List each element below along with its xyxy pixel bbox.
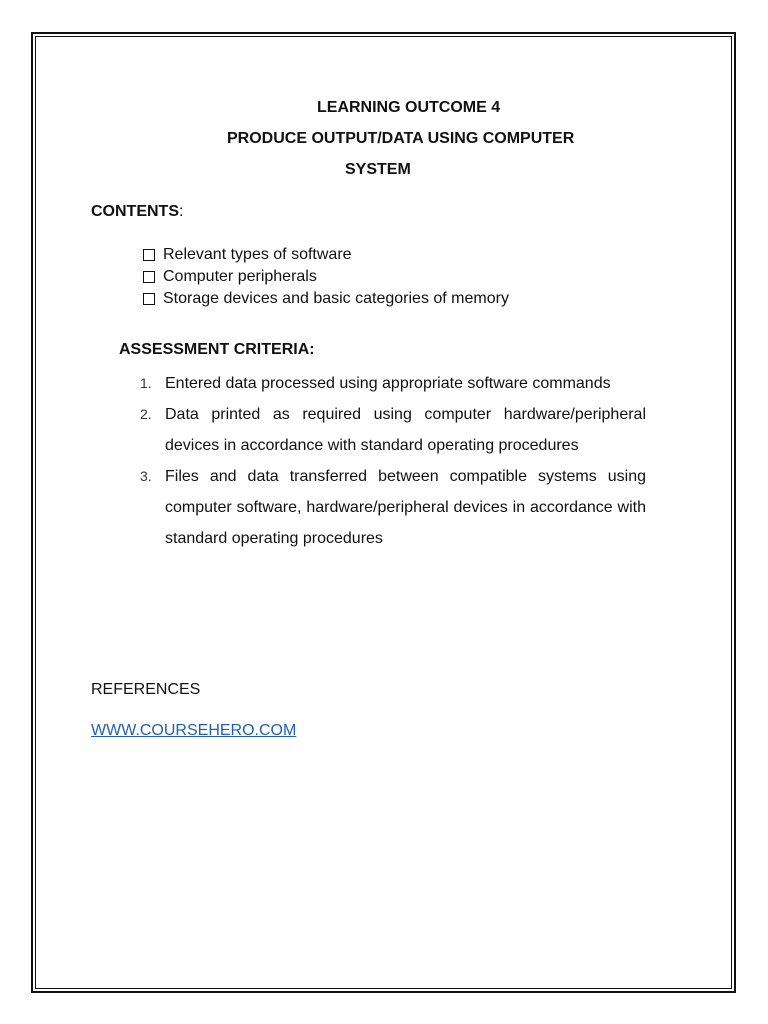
list-item-text: Storage devices and basic categories of memory bbox=[163, 290, 509, 307]
contents-heading-label: CONTENTS bbox=[91, 203, 179, 220]
contents-heading bbox=[91, 203, 183, 221]
criteria-text: Entered data processed using appropriate software commands bbox=[165, 375, 611, 392]
title-line-2: PRODUCE OUTPUT/DATA USING COMPUTER bbox=[227, 130, 575, 147]
criteria-item bbox=[140, 399, 646, 461]
list-item bbox=[143, 288, 509, 310]
assessment-list bbox=[140, 368, 646, 554]
contents-list bbox=[143, 244, 509, 310]
checkbox-bullet-icon bbox=[143, 271, 155, 283]
criteria-item bbox=[140, 368, 646, 399]
criteria-text: Files and data transferred between compatible systems using computer software, hardware/peripheral devices in accordance with standard operating procedures bbox=[165, 468, 646, 547]
contents-heading-colon: : bbox=[179, 203, 184, 220]
criteria-number: 3. bbox=[140, 468, 152, 484]
criteria-item bbox=[140, 461, 646, 554]
criteria-number: 2. bbox=[140, 406, 152, 422]
title-line-1: LEARNING OUTCOME 4 bbox=[317, 99, 501, 116]
list-item-text: Computer peripherals bbox=[163, 268, 317, 285]
list-item bbox=[143, 266, 509, 288]
checkbox-bullet-icon bbox=[143, 293, 155, 305]
checkbox-bullet-icon bbox=[143, 249, 155, 261]
title-line-3: SYSTEM bbox=[345, 161, 411, 178]
assessment-heading: ASSESSMENT CRITERIA: bbox=[119, 341, 315, 358]
criteria-text: Data printed as required using computer hardware/peripheral devices in accordance with standard operating procedures bbox=[165, 406, 646, 454]
coursehero-link[interactable]: WWW.COURSEHERO.COM bbox=[91, 722, 297, 739]
list-item-text: Relevant types of software bbox=[163, 246, 352, 263]
criteria-number: 1. bbox=[140, 375, 152, 391]
list-item bbox=[143, 244, 509, 266]
references-heading: REFERENCES bbox=[91, 681, 201, 698]
